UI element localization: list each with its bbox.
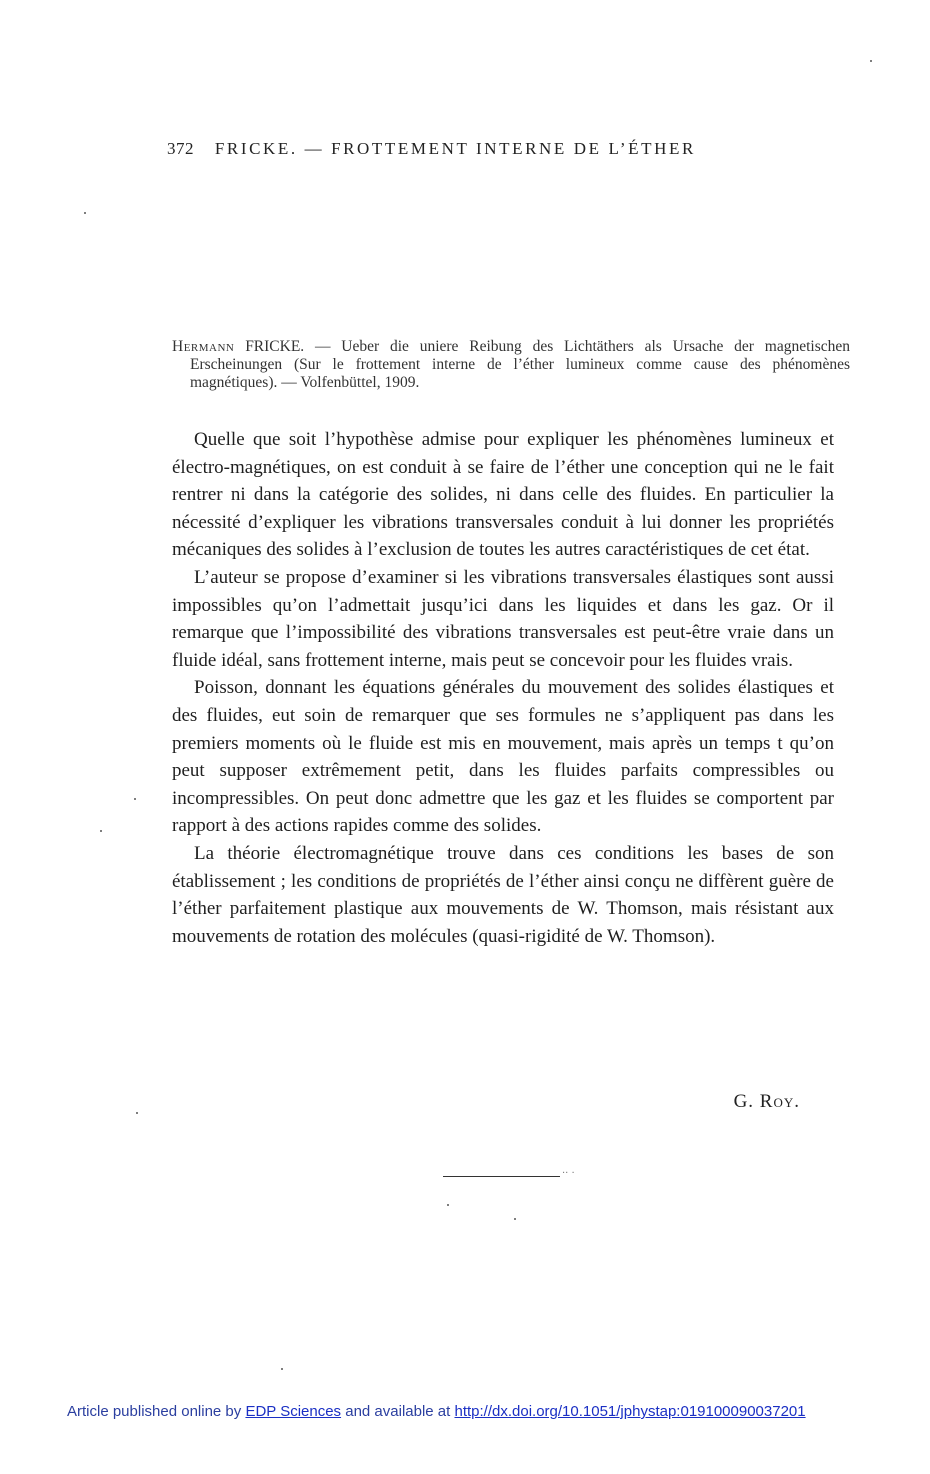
scan-speck <box>870 60 872 62</box>
paragraph-3: Poisson, donnant les équations générales du mouvement des solides élastiques et des fluides, eut soin de remarquer que ses formules ne s’appliquent pas dans les premiers moments où le fluide est mis en mouvement, mais après un temps t qu’on peut supposer extrêmement petit, dans les fluides parfaits compressibles ou incompressibles. On peut donc admettre que les gaz et les fluides se comportent par rapport à des actions rapides comme des solides. <box>172 677 834 837</box>
scan-speck <box>514 1218 516 1220</box>
scan-speck <box>447 1204 449 1206</box>
scan-speck <box>136 1112 138 1114</box>
end-rule <box>443 1176 560 1177</box>
bibliographic-citation <box>172 338 850 392</box>
footer-prefix: Article published online by <box>67 1403 246 1420</box>
reviewer-signature <box>700 1091 800 1113</box>
end-rule-dots: ·· · <box>562 1168 575 1179</box>
publication-footer <box>67 1403 867 1420</box>
paragraph-1: Quelle que soit l’hypothèse admise pour expliquer les phénomènes lumineux et électro-magnétiques, on est conduit à se faire de l’éther une conception qui ne le fait rentrer ni dans la catégorie des solides, ni dans celle des fluides. En particulier la nécessité d’expliquer les vibrations transversales conduit à lui donner les propriétés mécaniques des solides à l’exclusion de toutes les autres caractéristiques de cet état. <box>172 429 834 561</box>
edp-sciences-link[interactable]: EDP Sciences <box>245 1403 342 1420</box>
paragraph-4: La théorie électromagnétique trouve dans ces conditions les bases de son établissement ; les conditions de propriétés de l’éther ainsi conçu ne diffèrent guère de l’éther parfaitement plastique aux mouvements de W. Thomson, mais résistant aux mouvements de rotation des molécules (quasi-rigidité de W. Thomson). <box>172 842 834 947</box>
scan-speck <box>134 798 136 800</box>
running-title: FRICKE. — FROTTEMENT INTERNE DE L’ÉTHER <box>214 139 696 158</box>
paragraph-2: L’auteur se propose d’examiner si les vibrations transversales élastiques sont aussi impossibles qu’on l’admettait jusqu’ici dans les liquides et dans les gaz. Or il remarque que l’impossibilité des vibrations transversales est peut-être vraie dans un fluide idéal, sans frottement interne, mais peut se concevoir pour les fluides vrais. <box>172 566 834 671</box>
scan-speck <box>281 1368 283 1370</box>
signature-name: Roy. <box>759 1091 800 1112</box>
review-body <box>172 426 834 950</box>
citation-author-last: FRICKE. <box>245 338 305 355</box>
page-number: 372 <box>167 139 194 158</box>
doi-link[interactable]: http://dx.doi.org/10.1051/jphystap:019100090037201 <box>454 1403 806 1420</box>
scan-speck <box>84 212 86 214</box>
running-header <box>167 139 787 159</box>
scan-speck <box>100 830 102 832</box>
footer-middle: and available at <box>341 1403 455 1420</box>
signature-initial: G. <box>733 1091 755 1112</box>
citation-text: — Ueber die uniere Reibung des Lichtäthers als Ursache der magnetischen Erscheinungen (Sur le frottement interne de l’éther lumineux comme cause des phénomènes magnétiques). — Volfenbüttel, 1909. <box>190 338 850 391</box>
citation-author-first: Hermann <box>172 338 235 355</box>
